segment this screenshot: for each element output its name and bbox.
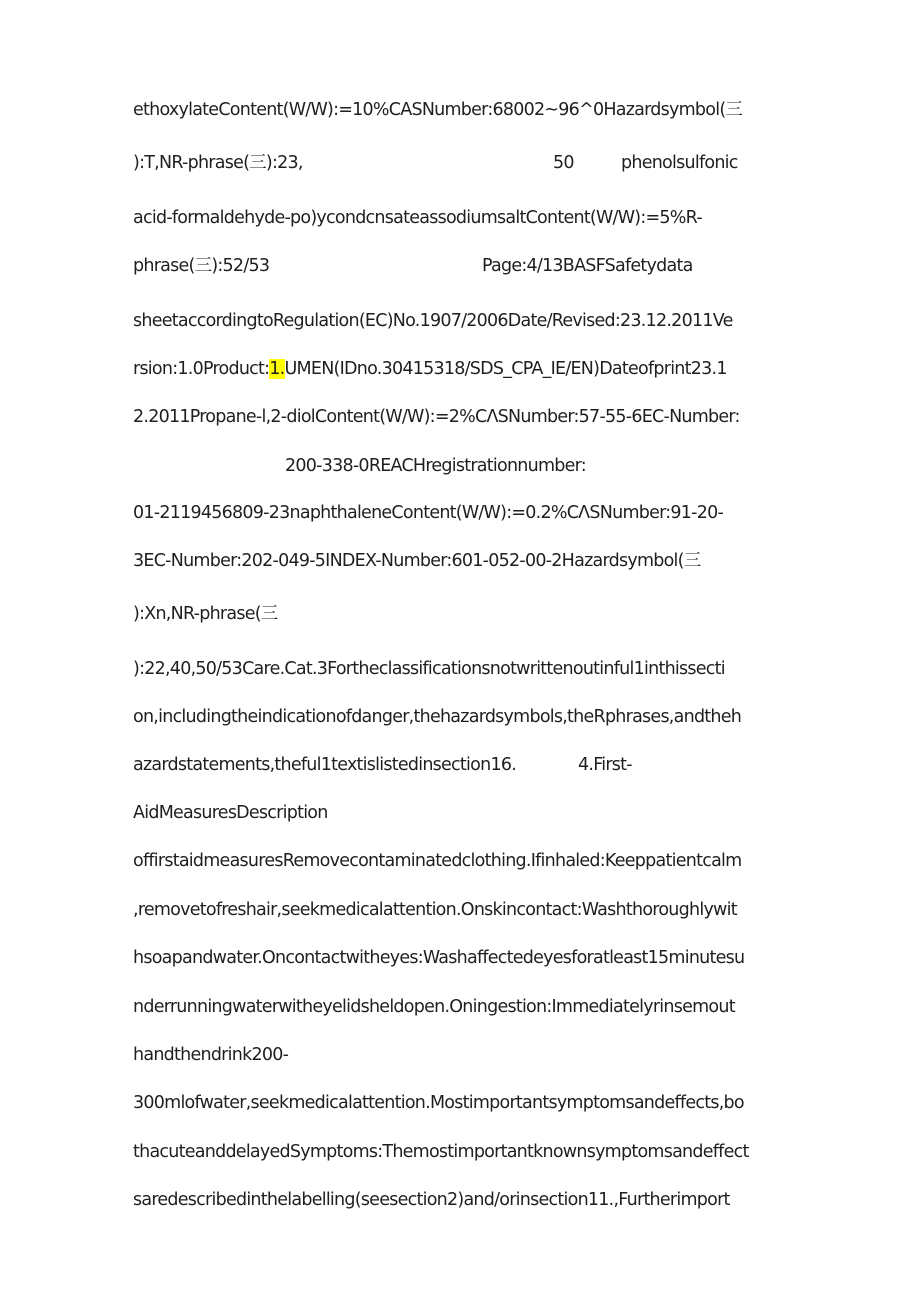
text-line-10 — [0, 547, 920, 575]
text-line-9 — [0, 499, 920, 527]
text-segment: nderrunningwaterwitheyelidsheldopen.Oningestion:Immediatelyrinsemout — [133, 997, 735, 1017]
text-line-6-content — [133, 355, 727, 383]
text-segment: offirstaidmeasuresRemovecontaminatedclothing.Ifinhaled:Keeppatientcalm — [133, 851, 742, 871]
text-segment: ):22,40,50/53Care.Cat.3Fortheclassificationsnotwrittenoutinful1inthissecti — [133, 659, 725, 679]
text-line-1 — [0, 96, 920, 124]
text-line-5 — [0, 307, 920, 335]
text-line-22 — [0, 1138, 920, 1166]
text-segment: sheetaccordingtoRegulation(EC)No.1907/2006Date/Revised:23.12.2011Ve — [133, 311, 733, 331]
text-line-6 — [0, 355, 920, 383]
text-line-16 — [0, 847, 920, 875]
text-line-8 — [0, 452, 920, 480]
text-segment: 01-2119456809-23naphthaleneContent(W/W):=0.2%CΛSNumber:91-20- — [133, 503, 724, 523]
text-segment: 200-338-0REACHregistrationnumber: — [285, 456, 586, 476]
text-segment: on,includingtheindicationofdanger,thehazardsymbols,theRphrases,andtheh — [133, 707, 742, 727]
text-line-12 — [0, 655, 920, 683]
text-segment: ethoxylateContent(W/W):=10%CASNumber:68002~96^0Hazardsymbol(三 — [133, 100, 743, 120]
text-line-7 — [0, 403, 920, 431]
text-line-19 — [0, 993, 920, 1021]
text-segment: azardstatements,theful1textislistedinsection16. — [133, 755, 517, 775]
text-line-17 — [0, 896, 920, 924]
text-segment: AidMeasuresDescription — [133, 803, 328, 823]
text-segment: hsoapandwater.Oncontactwitheyes:Washaffectedeyesforatleast15minutesu — [133, 948, 745, 968]
text-line-18 — [0, 944, 920, 972]
text-segment: acid-formaldehyde-po)ycondcnsateassodiumsaltContent(W/W):=5%R- — [133, 208, 702, 228]
text-line-4 — [0, 252, 920, 280]
text-line-2 — [0, 149, 920, 177]
text-line-13 — [0, 703, 920, 731]
text-segment: thacuteanddelayedSymptoms:Themostimportantknownsymptomsandeffect — [133, 1142, 749, 1162]
text-segment: 3EC-Number:202-049-5INDEX-Number:601-052-00-2Hazardsymbol(三 — [133, 551, 701, 571]
text-segment: saredescribedinthelabelling(seesection2)and/orinsection11.,Furtherimport — [133, 1190, 730, 1210]
text-line-21 — [0, 1089, 920, 1117]
text-segment: phenolsulfonic — [621, 153, 738, 173]
text-segment: handthendrink200- — [133, 1045, 289, 1065]
text-line-11 — [0, 600, 920, 628]
text-segment: Page:4/13BASFSafetydata — [482, 256, 693, 276]
text-segment: phrase(三):52/53 — [133, 256, 270, 276]
text-segment: UMEN(IDno.30415318/SDS_CPA_IE/EN)Dateofprint23.1 — [284, 359, 727, 379]
text-segment: 300mlofwater,seekmedicalattention.Mostimportantsymptomsandeffects,bo — [133, 1093, 744, 1113]
text-line-14 — [0, 751, 920, 779]
text-line-23 — [0, 1186, 920, 1214]
text-segment: ,removetofreshair,seekmedicalattention.Onskincontact:Washthoroughlywit — [133, 900, 737, 920]
text-segment: ):T,NR-phrase(三):23, — [133, 153, 303, 173]
text-segment: ):Xn,NR-phrase(三 — [133, 604, 278, 624]
text-line-15 — [0, 799, 920, 827]
highlighted-text: 1. — [269, 359, 285, 379]
text-segment: 50 — [553, 153, 574, 173]
text-line-3 — [0, 204, 920, 232]
text-segment: rsion:1.0Product: — [133, 359, 270, 379]
text-segment: 2.2011Propane-l,2-diolContent(W/W):=2%CΛSNumber:57-55-6EC-Number: — [133, 407, 740, 427]
text-line-20 — [0, 1041, 920, 1069]
text-segment: 4.First- — [578, 755, 632, 775]
